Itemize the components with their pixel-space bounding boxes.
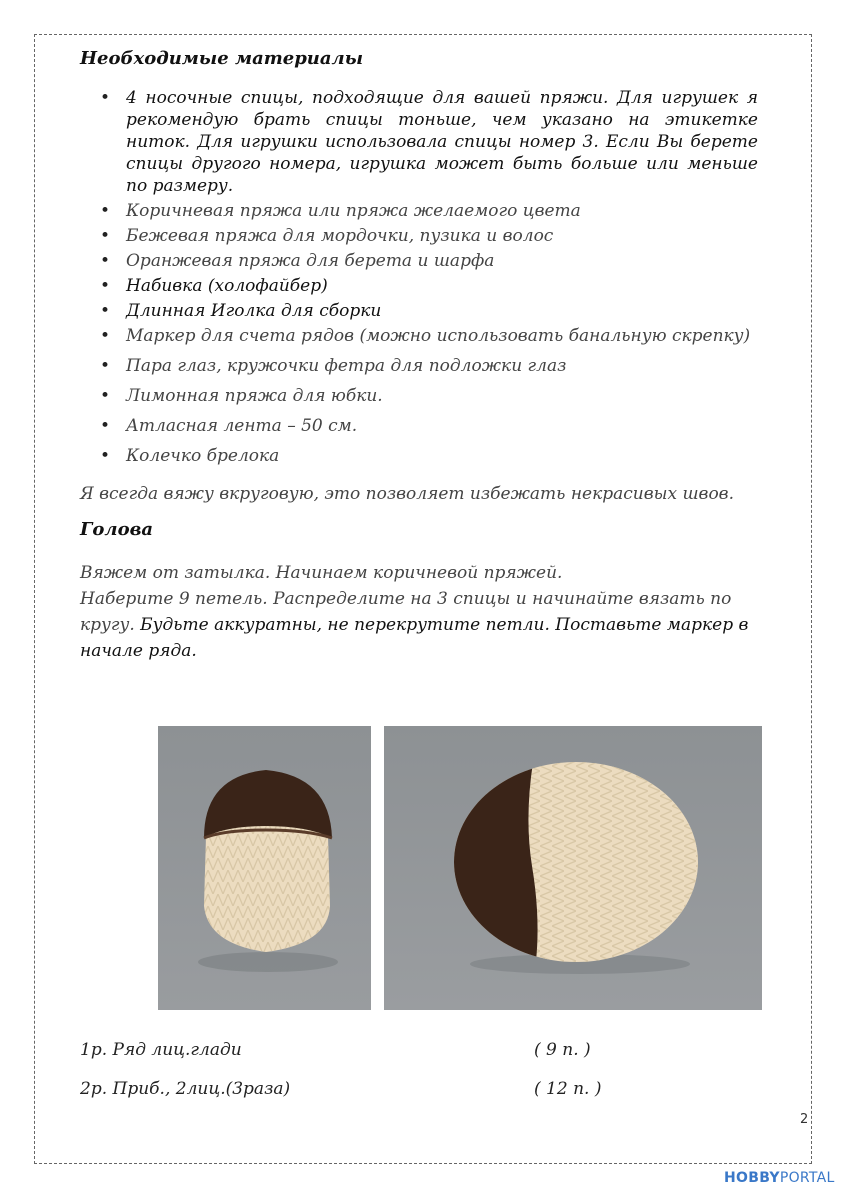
head-photo-side	[384, 726, 762, 1010]
list-item: • Атласная лента – 50 см.	[126, 415, 758, 437]
list-item: • Коричневая пряжа или пряжа желаемого цвета	[126, 200, 758, 222]
head-line-2b: Будьте аккуратны, не перекрутите петли. Поставьте маркер в начале ряда.	[80, 615, 749, 661]
list-item: • Колечко брелока	[126, 445, 758, 467]
materials-list	[80, 87, 758, 467]
row-1-count: ( 9 п. )	[534, 1040, 591, 1060]
brand-logo-bold: HOBBY	[724, 1170, 780, 1186]
brand-logo[interactable]	[724, 1170, 835, 1186]
head-line-1: Вяжем от затылка. Начинаем коричневой пряжей.	[80, 563, 563, 583]
list-item: • Маркер для счета рядов (можно использовать банальную скрепку)	[126, 325, 758, 347]
list-item: • Бежевая пряжа для мордочки, пузика и волос	[126, 225, 758, 247]
row-2-count: ( 12 п. )	[534, 1079, 602, 1099]
page-number: 2	[800, 1112, 809, 1127]
list-item: • Длинная Иголка для сборки	[126, 300, 758, 322]
head-photo-front	[158, 726, 371, 1010]
page-content	[80, 48, 758, 664]
materials-heading: Необходимые материалы	[80, 48, 364, 69]
list-item: • Оранжевая пряжа для берета и шарфа	[126, 250, 758, 272]
head-instructions	[80, 586, 758, 664]
list-item: • Лимонная пряжа для юбки.	[126, 385, 758, 407]
head-heading: Голова	[80, 519, 154, 540]
note-paragraph: Я всегда вяжу вкруговую, это позволяет избежать некрасивых швов.	[80, 484, 734, 504]
head-line-2a: Наберите 9 петель. Распределите на 3 спицы и начинайте вязать по кругу.	[80, 589, 732, 635]
list-item: • Пара глаз, кружочки фетра для подложки глаз	[126, 355, 758, 377]
brand-logo-light: PORTAL	[779, 1170, 835, 1186]
list-item: • Набивка (холофайбер)	[126, 275, 758, 297]
list-item: • 4 носочные спицы, подходящие для вашей пряжи. Для игрушек я рекомендую брать спицы тоньше, чем указано на этикетке ниток. Для игрушки использовала спицы номер 3. Если Вы берете спицы другого номера, игрушка может быть больше или меньше по размеру.	[126, 87, 758, 197]
row-1-label: 1р. Ряд лиц.глади	[80, 1040, 242, 1060]
row-2-label: 2р. Приб., 2лиц.(3раза)	[80, 1079, 291, 1099]
